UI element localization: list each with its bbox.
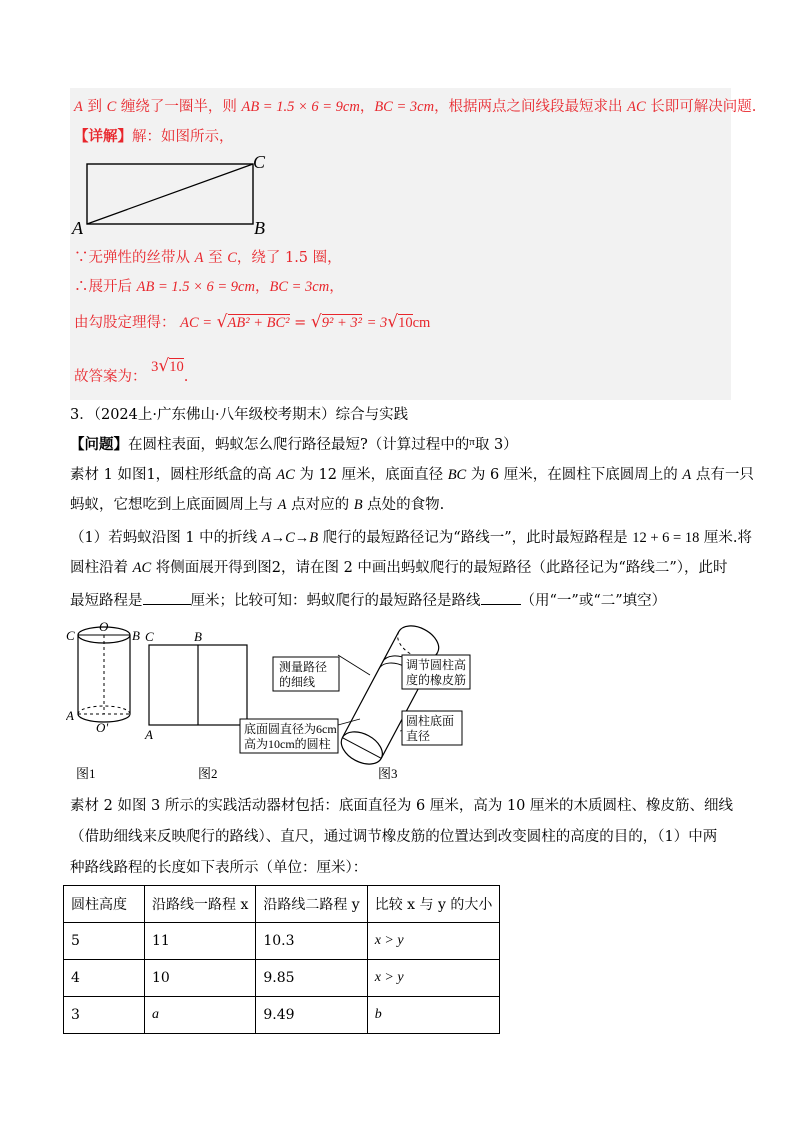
table-row bbox=[64, 997, 500, 1034]
material-2-line-1: 素材 2 如图 3 所示的实践活动器材包括：底面直径为 6 厘米，高为 10 厘米的木质圆柱、橡皮筋、细线 bbox=[70, 798, 733, 814]
table-cell: 10.3 bbox=[256, 923, 367, 960]
text: 点有一只 bbox=[691, 467, 754, 483]
table-cell: a bbox=[145, 997, 256, 1034]
radicand-1: AB² + BC² bbox=[227, 315, 290, 331]
fig1-caption: 图1 bbox=[76, 766, 96, 781]
table-cell: 9.49 bbox=[256, 997, 367, 1034]
fig3-label-cyl-1: 底面圆直径为6cm bbox=[244, 722, 337, 736]
text: 为 6 厘米，在圆柱下底圆周上的 bbox=[466, 467, 683, 483]
fig2-label-a: A bbox=[145, 727, 153, 742]
fig3-label-band-2: 度的橡皮筋 bbox=[406, 673, 467, 687]
therefore-line bbox=[74, 277, 344, 297]
label-a: A bbox=[72, 218, 83, 238]
detail-line bbox=[74, 127, 234, 147]
material-2-line-2: （借助细线来反映爬行的路线）、直尺，通过调节橡皮筋的位置达到改变圆柱的高度的目的，（1）中两 bbox=[70, 829, 718, 845]
text: ， bbox=[329, 279, 344, 295]
rectangle-figure bbox=[70, 150, 280, 238]
text: 将侧面展开得到图2，请在图 2 中画出蚂蚁爬行的最短路径（此路径记为“路线二”），此时 bbox=[151, 560, 728, 576]
question-1-line-1 bbox=[70, 528, 752, 548]
text: 爬行的最短路径记为“路线一”，此时最短路程是 bbox=[318, 530, 633, 546]
text: 在圆柱表面，蚂蚁怎么爬行路径最短?（计算过程中的 bbox=[128, 437, 470, 453]
calc: 12 + 6 = 18 bbox=[632, 530, 700, 546]
fig1-label-a: A bbox=[66, 708, 74, 723]
formula-lhs: AC = bbox=[180, 315, 213, 331]
question-line bbox=[70, 435, 518, 456]
pi-symbol: π bbox=[469, 436, 475, 448]
text: 厘米.将 bbox=[699, 530, 753, 546]
tilted-cylinder bbox=[336, 619, 444, 770]
material-1-line-2 bbox=[70, 495, 444, 515]
formula-ab: AB = 1.5 × 6 = 9cm bbox=[241, 99, 360, 115]
text: = bbox=[294, 315, 307, 331]
material-1-line-1 bbox=[70, 465, 754, 485]
path-acb: A→C→B bbox=[261, 530, 319, 546]
text: 长即可解决问题. bbox=[645, 99, 757, 115]
text: ，绕了 1.5 圈， bbox=[236, 250, 342, 266]
detail-text: 解：如图所示， bbox=[132, 129, 234, 145]
table-cell: 9.85 bbox=[256, 960, 367, 997]
var-a: A bbox=[194, 250, 204, 266]
table-cell: b bbox=[367, 997, 500, 1034]
formula-bc: BC = 3cm bbox=[269, 279, 330, 295]
radical-3: √ bbox=[387, 312, 399, 332]
var-a: A bbox=[277, 497, 287, 513]
table-header: 圆柱高度 bbox=[64, 886, 145, 923]
unit: cm bbox=[412, 315, 431, 331]
fig1-label-o-prime: O' bbox=[96, 720, 109, 735]
label-c: C bbox=[253, 152, 266, 172]
text: 点处的食物. bbox=[362, 497, 445, 513]
figure-1-cylinder bbox=[66, 618, 146, 784]
text: 圆柱沿着 bbox=[70, 560, 133, 576]
text: . bbox=[183, 369, 189, 385]
text: = 3 bbox=[366, 315, 388, 331]
text: ∴展开后 bbox=[74, 279, 137, 295]
table-header: 沿路线一路程 x bbox=[145, 886, 256, 923]
material-2-line-3: 种路线路程的长度如下表所示（单位：厘米）： bbox=[70, 860, 368, 876]
path-length-table bbox=[63, 885, 500, 1034]
table-cell: 4 bbox=[64, 960, 145, 997]
var-a: A bbox=[682, 467, 692, 483]
var-ac: AC bbox=[132, 560, 152, 576]
table-row bbox=[64, 960, 500, 997]
fig3-caption: 图3 bbox=[378, 766, 398, 781]
text: （1）若蚂蚁沿图 1 中的折线 bbox=[70, 530, 262, 546]
fig3-label-cyl-2: 高为10cm的圆柱 bbox=[244, 737, 331, 751]
question-1-line-2 bbox=[70, 558, 728, 578]
text: 由勾股定理得： bbox=[74, 315, 176, 331]
radical-2: √ bbox=[310, 312, 322, 332]
detail-tag: 【详解】 bbox=[74, 128, 132, 145]
var-ac: AC bbox=[276, 467, 295, 483]
table-cell: 3 bbox=[64, 997, 145, 1034]
text: （用“一”或“二”填空） bbox=[520, 593, 667, 609]
text: 缠绕了一圈半，则 bbox=[116, 99, 242, 115]
table-header: 比较 x 与 y 的大小 bbox=[367, 886, 500, 923]
table-header-row bbox=[64, 886, 500, 923]
text: ， bbox=[254, 279, 270, 295]
table-cell: 11 bbox=[145, 923, 256, 960]
answer-line bbox=[74, 356, 189, 387]
text: 点对应的 bbox=[286, 497, 354, 513]
radicand-2: 9² + 3² bbox=[321, 315, 362, 331]
question-tag: 【问题】 bbox=[70, 436, 128, 453]
var-c: C bbox=[227, 250, 237, 266]
text: ，根据两点之间线段最短求出 bbox=[434, 99, 628, 115]
text: 至 bbox=[203, 250, 228, 266]
fig1-label-c: C bbox=[66, 628, 75, 643]
text: 蚂蚁，它想吃到上底面圆周上与 bbox=[70, 497, 278, 513]
var-ac: AC bbox=[627, 99, 646, 115]
fig2-label-c: C bbox=[145, 629, 154, 644]
label-b: B bbox=[254, 218, 265, 238]
table-row bbox=[64, 923, 500, 960]
text: 素材 1 如图1，圆柱形纸盒的高 bbox=[70, 467, 277, 483]
radical-answer: √ bbox=[158, 356, 170, 376]
table-cell: 5 bbox=[64, 923, 145, 960]
answer-blank-1[interactable] bbox=[143, 590, 191, 605]
pythagoras-line bbox=[74, 312, 430, 333]
table-cell: x > y bbox=[367, 960, 500, 997]
table-cell: x > y bbox=[367, 923, 500, 960]
fig1-label-o: O bbox=[99, 619, 109, 634]
fig2-caption: 图2 bbox=[198, 766, 218, 781]
text: ， bbox=[359, 99, 375, 115]
answer-coef: 3 bbox=[151, 359, 159, 375]
var-bc: BC bbox=[447, 467, 467, 483]
text: 最短路程是 bbox=[70, 593, 143, 609]
fig3-label-dia-2: 直径 bbox=[406, 729, 431, 743]
fig3-label-string-2: 的细线 bbox=[279, 675, 316, 689]
answer-blank-2[interactable] bbox=[481, 590, 521, 605]
because-line bbox=[74, 248, 342, 268]
text: 到 bbox=[82, 99, 107, 115]
table-cell: 10 bbox=[145, 960, 256, 997]
text: 取 3） bbox=[474, 437, 518, 453]
var-b: B bbox=[353, 497, 363, 513]
text: 厘米；比较可知：蚂蚁爬行的最短路径是路线 bbox=[190, 593, 481, 609]
problem-3-title: 3．（2024上·广东佛山·八年级校考期末）综合与实践 bbox=[70, 407, 409, 423]
formula-bc: BC = 3cm bbox=[374, 99, 435, 115]
text: 故答案为： bbox=[74, 369, 147, 385]
var-a: A bbox=[74, 99, 83, 115]
fig3-label-dia-1: 圆柱底面 bbox=[406, 714, 455, 728]
fig3-label-string-1: 测量路径 bbox=[279, 660, 328, 674]
question-1-line-3 bbox=[70, 590, 666, 611]
radicand-3: 10 bbox=[398, 315, 413, 331]
answer-radicand: 10 bbox=[169, 359, 184, 375]
text: 为 12 厘米，底面直径 bbox=[294, 467, 448, 483]
figure-3-apparatus bbox=[230, 615, 510, 785]
solution-line-1 bbox=[74, 97, 756, 117]
text: ∵无弹性的丝带从 bbox=[74, 250, 195, 266]
formula-ab: AB = 1.5 × 6 = 9cm bbox=[136, 279, 255, 295]
fig2-label-b: B bbox=[194, 629, 202, 644]
var-c: C bbox=[106, 99, 117, 115]
fig3-label-band-1: 调节圆柱高 bbox=[406, 658, 467, 672]
fig1-label-b: B bbox=[132, 628, 140, 643]
radical-1: √ bbox=[216, 312, 228, 332]
table-header: 沿路线二路程 y bbox=[256, 886, 367, 923]
